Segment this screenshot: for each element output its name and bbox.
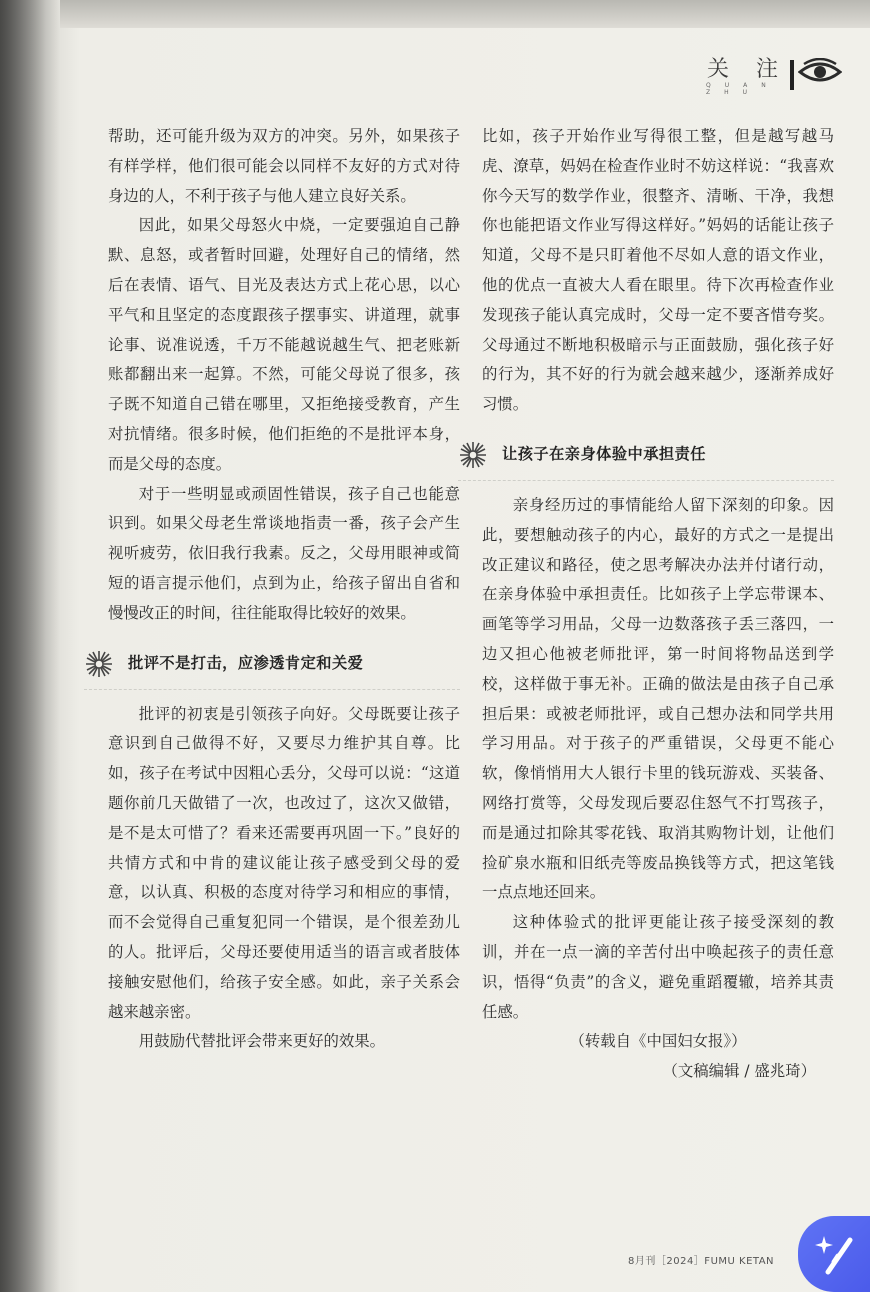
paragraph: 比如，孩子开始作业写得很工整，但是越写越马虎、潦草，妈妈在检查作业时不妨这样说：“我喜欢你今天写的数学作业，很整齐、清晰、干净，我想你也能把语文作业写得这样好。”妈妈的话能让孩子知道，父母不是只盯着他不尽如人意的语文作业，他的优点一直被大人看在眼里。待下次再检查作业发现孩子能认真完成时，父母一定不要吝惜夸奖。父母通过不断地积极暗示与正面鼓励，强化孩子好的行为，其不好的行为就会越来越少，逐渐养成好习惯。: [482, 127, 834, 414]
section-heading: [84, 639, 460, 690]
header-subtitle: QUAN ZHU: [706, 82, 780, 96]
paragraph: 这种体验式的批评更能让孩子接受深刻的教训，并在一点一滴的辛苦付出中唤起孩子的责任意识，悟得“负责”的含义，避免重蹈覆辙，培养其责任感。: [482, 913, 834, 1021]
header-title: 关 注: [707, 57, 788, 82]
flower-icon: [458, 440, 488, 470]
eye-icon: [798, 58, 842, 86]
page-footer: 8月刊［2024］FUMU KETAN: [628, 1256, 775, 1267]
section-heading: [458, 430, 834, 481]
paragraph: 用鼓励代替批评会带来更好的效果。: [138, 1032, 386, 1051]
paragraph: 批评的初衷是引领孩子向好。父母既要让孩子意识到自己做得不好，又要尽力维护其自尊。比如，孩子在考试中因粗心丢分，父母可以说：“这道题你前几天做错了一次，也改过了，这次又做错，是不是太可惜了？看来还需要再巩固一下。”良好的共情方式和中肯的建议能让孩子感受到父母的爱意，以认真、积极的态度对待学习和相应的事情，而不会觉得自己重复犯同一个错误，是个很差劲儿的人。批评后，父母还要使用适当的语言或者肢体接触安慰他们，给孩子安全感。如此，亲子关系会越来越亲密。: [108, 704, 460, 1021]
section-title: 让孩子在亲身体验中承担责任: [502, 445, 706, 464]
paragraph: 对于一些明显或顽固性错误，孩子自己也能意识到。如果父母老生常谈地指责一番，孩子会产生视听疲劳，依旧我行我素。反之，父母用眼神或简短的语言提示他们，点到为止，给孩子留出自省和慢慢改正的时间，往往能取得比较好的效果。: [108, 484, 460, 622]
column-header: [706, 50, 846, 100]
spine-shadow: [0, 0, 60, 1292]
right-column: [482, 122, 834, 1087]
header-divider-bar: [790, 60, 794, 90]
source-credit: （转载自《中国妇女报》）: [569, 1032, 747, 1051]
assistant-badge[interactable]: [798, 1216, 870, 1292]
flower-icon: [84, 649, 114, 679]
paragraph: 亲身经历过的事情能给人留下深刻的印象。因此，要想触动孩子的内心，最好的方式之一是提出改正建议和路径，使之思考解决办法并付诸行动，在亲身体验中承担责任。比如孩子上学忘带课本、画笔等学习用品，父母一边数落孩子丢三落四，一边又担心他被老师批评，第一时间将物品送到学校，这样做于事无补。正确的做法是由孩子自己承担后果：或被老师批评，或自己想办法和同学共用学习用品。对于孩子的严重错误，父母更不能心软，像悄悄用大人银行卡里的钱玩游戏、买装备、网络打赏等，父母发现后要忍住怒气不打骂孩子，而是通过扣除其零花钱、取消其购物计划，让他们捡矿泉水瓶和旧纸壳等废品换钱等方式，把这笔钱一点点地还回来。: [482, 495, 834, 902]
top-edge-shadow: [60, 0, 870, 28]
paragraph: 因此，如果父母怒火中烧，一定要强迫自己静默、息怒，或者暂时回避，处理好自己的情绪，然后在表情、语气、目光及表达方式上花心思，以心平气和且坚定的态度跟孩子摆事实、讲道理，就事论事、说准说透，千万不能越说越生气、把老账新账都翻出来一起算。不然，可能父母说了很多，孩子既不知道自己错在哪里，又拒绝接受教育，产生对抗情绪。很多时候，他们拒绝的不是批评本身，而是父母的态度。: [108, 216, 460, 473]
editor-credit: （文稿编辑 / 盛兆琦）: [662, 1062, 816, 1081]
section-title: 批评不是打击，应渗透肯定和关爱: [128, 653, 364, 672]
sparkle-icon: [812, 1232, 856, 1276]
left-column: [108, 122, 460, 1057]
paragraph: 帮助，还可能升级为双方的冲突。另外，如果孩子有样学样，他们很可能会以同样不友好的方式对待身边的人，不利于孩子与他人建立良好关系。: [108, 127, 460, 205]
